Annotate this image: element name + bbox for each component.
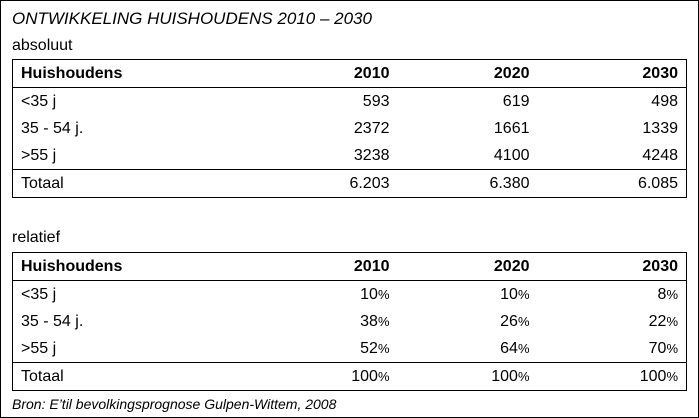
percent-sign: % [666, 313, 678, 329]
cell-value: 2372 [353, 119, 390, 137]
cell-value [273, 335, 398, 363]
percent-value: 100 [491, 367, 518, 385]
cell-value: 593 [362, 92, 390, 110]
header-cell: 2010 [273, 253, 398, 281]
row-label: >55 j [21, 146, 57, 164]
percent-value: 52 [360, 339, 378, 357]
row-label: 35 - 54 j. [21, 312, 84, 330]
percent-sign: % [517, 286, 530, 302]
percent-sign: % [377, 340, 390, 356]
cell-value: 498 [651, 92, 678, 110]
table-row [13, 281, 687, 309]
header-cell: 2030 [538, 253, 687, 281]
cell-value [273, 281, 398, 309]
row-label: 35 - 54 j. [21, 119, 84, 137]
cell-value [273, 308, 398, 335]
relative-header-row [13, 253, 687, 281]
row-label: <35 j [21, 285, 57, 303]
header-cell: 2010 [273, 60, 398, 88]
percent-value: 70 [648, 339, 667, 357]
total-row [13, 170, 687, 198]
percent-sign: % [377, 313, 390, 329]
percent-sign: % [517, 313, 530, 329]
cell-value [273, 363, 398, 391]
row-label: <35 j [21, 92, 57, 110]
cell-value [538, 335, 687, 363]
relative-table [12, 252, 687, 391]
percent-sign: % [377, 368, 390, 384]
percent-value: 10 [360, 285, 378, 303]
cell-value: 6.203 [273, 170, 398, 198]
table-row [13, 115, 687, 142]
row-label: Totaal [13, 170, 273, 198]
percent-value: 64 [500, 339, 518, 357]
cell-value: 6.380 [398, 170, 538, 198]
cell-value: 6.085 [538, 170, 687, 198]
percent-sign: % [517, 340, 530, 356]
header-cell: Huishoudens [13, 253, 273, 281]
percent-sign: % [377, 286, 390, 302]
percent-sign: % [666, 340, 678, 356]
cell-value [538, 281, 687, 309]
cell-value: 1339 [642, 119, 678, 137]
absolute-table [12, 59, 687, 198]
percent-value: 26 [500, 312, 518, 330]
percent-value: 10 [500, 285, 518, 303]
cell-value: 3238 [353, 146, 390, 164]
cell-value: 619 [502, 92, 530, 110]
relative-caption: relatief [12, 229, 61, 246]
header-cell: Huishoudens [13, 60, 273, 88]
percent-value: 22 [648, 312, 667, 330]
absolute-header-row [13, 60, 687, 88]
header-cell: 2020 [398, 253, 538, 281]
row-label: Totaal [13, 363, 273, 391]
header-cell: 2020 [398, 60, 538, 88]
percent-value: 100 [639, 367, 667, 385]
row-label: >55 j [21, 339, 57, 357]
absolute-caption: absoluut [12, 37, 73, 54]
table-row [13, 142, 687, 170]
percent-sign: % [666, 286, 678, 302]
cell-value: 4100 [493, 146, 530, 164]
page-title: ONTWIKKELING HUISHOUDENS 2010 – 2030 [12, 9, 372, 28]
percent-value: 38 [360, 312, 378, 330]
source-note: Bron: E’til bevolkingsprognose Gulpen-Wittem, 2008 [12, 396, 337, 412]
percent-value: 8 [657, 285, 667, 303]
cell-value [538, 363, 687, 391]
table-row [13, 88, 687, 116]
cell-value [398, 335, 538, 363]
table-row [13, 308, 687, 335]
table-row [13, 335, 687, 363]
total-row [13, 363, 687, 391]
cell-value: 1661 [493, 119, 530, 137]
percent-value: 100 [351, 367, 378, 385]
cell-value [398, 363, 538, 391]
cell-value [538, 308, 687, 335]
percent-sign: % [517, 368, 530, 384]
header-cell: 2030 [538, 60, 687, 88]
cell-value [398, 281, 538, 309]
cell-value: 4248 [642, 146, 678, 164]
percent-sign: % [666, 368, 678, 384]
cell-value [398, 308, 538, 335]
